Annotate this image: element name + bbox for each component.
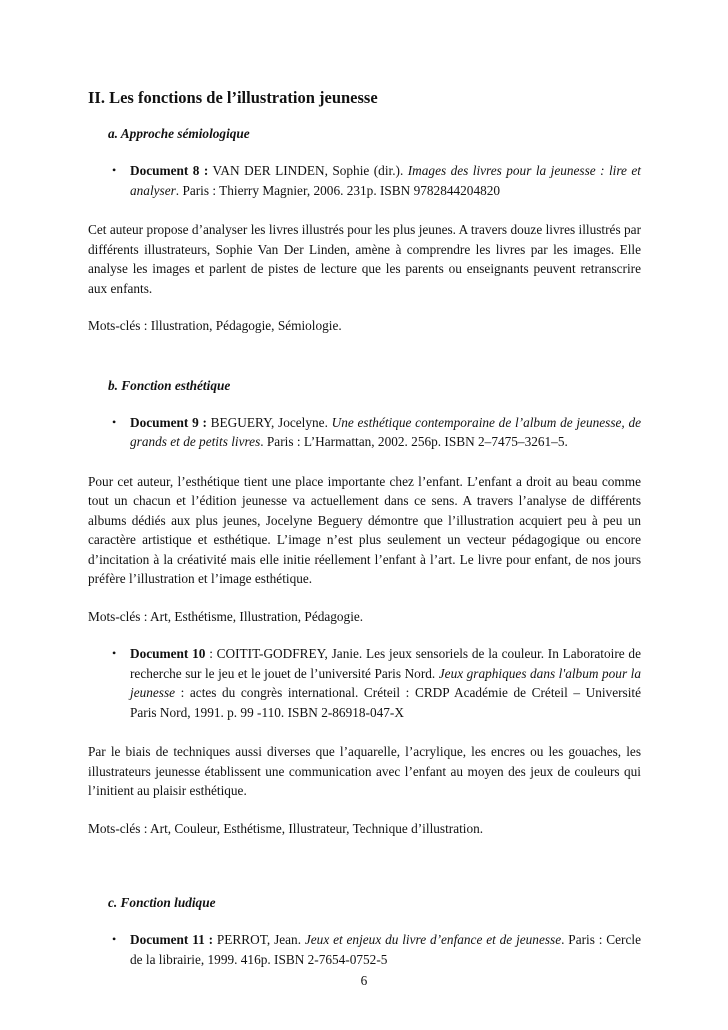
entry-publication: . Paris : L’Harmattan, 2002. 256p. ISBN 2–7475–3261–5. [260,434,568,449]
entry-author: : COITIT-GODFREY, Janie. Les jeux sensoriels de la couleur. In Laboratoire de recherche sur le jeu et le jouet de l’université Paris Nord. [130,646,641,681]
subsection-title-c: c. Fonction ludique [108,895,216,910]
document-page [88,88,641,989]
document-label: Document 8 : [130,163,209,178]
entry-keywords: Mots-clés : Illustration, Pédagogie, Sémiologie. [88,318,342,333]
entry-author: VAN DER LINDEN, Sophie (dir.). [208,163,408,178]
entry-summary: Cet auteur propose d’analyser les livres illustrés pour les plus jeunes. A travers douze livres illustrés par différents illustrateurs, Sophie Van Der Linden, amène à comprendre les livres par les images. Elle analyse les images et parlent de pistes de lecture que les parents ou enseignants peuvent retranscrire aux enfants. [88,222,641,296]
page-number: 6 [360,973,368,988]
bullet-icon: • [112,932,117,946]
entry-publication: . Paris : Thierry Magnier, 2006. 231p. ISBN 9782844204820 [175,182,501,198]
bullet-icon: • [112,646,117,660]
entry-publication: : actes du congrès international. Créteil : CRDP Académie de Créteil – Université Paris Nord, 1991. p. 99 -110. ISBN 2-86918-047-X [130,685,641,720]
bullet-icon: • [112,163,117,177]
bibliography-entry [88,161,641,200]
section-title: II. Les fonctions de l’illustration jeunesse [88,88,378,107]
entry-summary: Par le biais de techniques aussi diverses que l’aquarelle, l’acrylique, les encres ou les gouaches, les illustrateurs jeunesse établissent une communication avec l’enfant au moyen des jeux de couleurs qui l’initient au plaisir esthétique. [88,744,641,798]
entry-title: Images des livres pour la jeunesse : lire et analyser [130,163,642,198]
entry-author: PERROT, Jean. [213,932,305,947]
entry-summary: Pour cet auteur, l’esthétique tient une place importante chez l’enfant. L’enfant a droit au beau comme tout un chacun et l’édition jeunesse va actuellement dans ce sens. A travers l’analyse de différents albums dédiés aux plus jeunes, Jocelyne Beguery démontre que l’illustration acquiert peu à peu un caractère artistique et esthétique. L’image n’est plus seulement un vecteur pédagogique ou encore d’incitation à la créativité mais elle initie réellement l’enfant à l’art. Le livre pour enfant, de nos jours préfère l’illustration et l’image esthétique. [88,473,641,586]
document-label: Document 11 : [130,932,214,947]
entry-title: Une esthétique contemporaine de l’album de jeunesse, de grands et de petits livres [130,414,642,449]
bibliography-entry [88,930,641,969]
bibliography-entry [88,413,641,452]
subsection-title-b: b. Fonction esthétique [108,377,231,393]
subsection-title-a: a. Approche sémiologique [108,126,250,141]
entry-title: Jeux et enjeux du livre d’enfance et de jeunesse [304,932,562,947]
bullet-icon: • [112,414,117,429]
document-label: Document 10 [130,646,206,661]
entry-keywords: Mots-clés : Art, Esthétisme, Illustration, Pédagogie. [88,608,364,624]
entry-keywords: Mots-clés : Art, Couleur, Esthétisme, Illustrateur, Technique d’illustration. [88,820,484,836]
entry-author: BEGUERY, Jocelyne. [206,414,332,430]
entry-publication: . Paris : Cercle de la librairie, 1999. 416p. ISBN 2-7654-0752-5 [130,932,641,967]
document-label: Document 9 : [130,414,207,430]
entry-title: Jeux graphiques dans l'album pour la jeunesse [130,665,641,700]
bibliography-entry [88,644,641,722]
